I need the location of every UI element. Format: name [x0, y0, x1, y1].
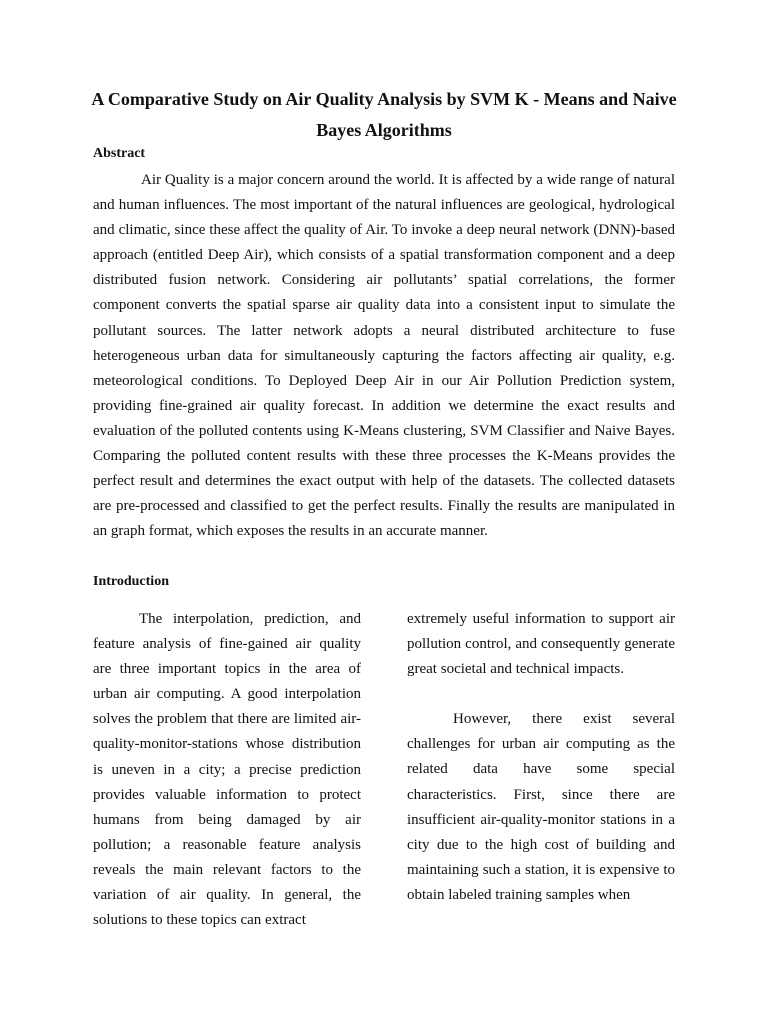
abstract-paragraph: Air Quality is a major concern around the world. It is affected by a wide range of natural and human influences. The most important of the natural influences are geological, hydrological and climatic, since these affect the quality of Air. To invoke a deep neural network (DNN)-based approach (entitled Deep Air), which consists of a spatial transformation component and a deep distributed fusion network. Considering air pollutants’ spatial correlations, the former component converts the spatial sparse air quality data into a consistent input to simulate the pollutant sources. The latter network adopts a neural distributed architecture to fuse heterogeneous urban data for simultaneously capturing the factors affecting air quality, e.g. meteorological conditions. To Deployed Deep Air in our Air Pollution Prediction system, providing fine-grained air quality forecast. In addition we determine the exact results and evaluation of the polluted contents using K-Means clustering, SVM Classifier and Naive Bayes. Comparing the polluted content results with these three processes the K-Means provides the perfect result and determines the exact output with help of the datasets. The collected datasets are pre-processed and classified to get the perfect results. Finally the results are manipulated in an graph format, which exposes the results in an accurate manner.: [93, 172, 675, 540]
abstract-heading: Abstract: [93, 146, 146, 161]
introduction-left-column: The interpolation, prediction, and feature analysis of fine-gained air quality are three important topics in the area of urban air computing. A good interpolation solves the problem that there are limited air-quality-monitor-stations whose distribution is uneven in a city; a precise prediction provides valuable information to protect humans from being damaged by air pollution; a reasonable feature analysis reveals the main relevant factors to the variation of air quality. In general, the solutions to these topics can extract: [93, 611, 361, 929]
introduction-heading: Introduction: [93, 574, 169, 589]
paper-title: A Comparative Study on Air Quality Analysis by SVM K - Means and Naive Bayes Algorithms: [91, 89, 677, 140]
introduction-right-paragraph-2: However, there exist several challenges for urban air computing as the related data have some special characteristics. First, since there are insufficient air-quality-monitor stations in a city due to the high cost of building and maintaining such a station, it is expensive to obtain labeled training samples when: [407, 711, 675, 903]
introduction-right-column: [407, 607, 675, 908]
introduction-right-paragraph-1: extremely useful information to support air pollution control, and consequently generate great societal and technical impacts.: [407, 611, 675, 678]
